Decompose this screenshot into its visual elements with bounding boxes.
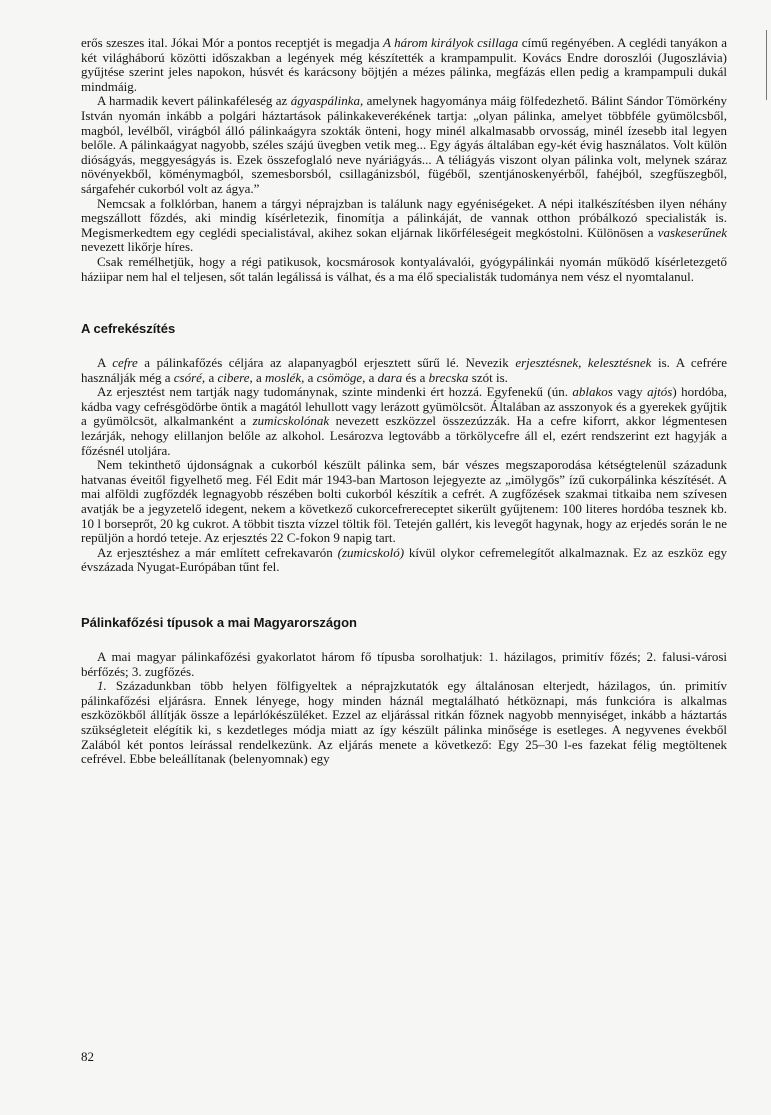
paragraph-a0: erős szeszes ital. Jókai Mór a pontos receptjét is megadja A három királyok csillaga című regényében. A ceglédi tanyákon a két világháború közötti időszakban a legények még készítették a krampampulit. Kovács Endre doroszlói (Jugoszlávia) gyűjtése szerint jeles napokon, húsvét és karácsony böjtjén a mézes pálinka, megfázás ellen pedig a krampampuli dukál mindmáig. [81,35,727,94]
paragraph-b1: Az erjesztést nem tartják nagy tudománynak, szinte mindenki ért hozzá. Egyfenekű (ún. ablakos vagy ajtós) hordóba, kádba vagy cefrésgödörbe öntik a magától lehullott vagy lerázott gyümölcsöt. Általában az asszonyok és a gyerekek gyűjtik a gyümölcsöt, alkalmanként a zumicskolónak nevezett eszközzel összezúzzák. Ha a cefre kiforrt, akkor légmentesen lezárják, nehogy elillanjon belőle az alkohol. Lesározva legtovább a törkölycefre áll el, ezért rendszerint ezt hagyják a főzésnél utoljára. [81,384,728,458]
paragraph-c0: A mai magyar pálinkafőzési gyakorlatot három fő típusba sorolhatjuk: 1. házilagos, primitív főzés; 2. falusi-városi bérfőzés; 3. zugfőzés. [81,649,727,679]
paragraph-b0: A cefre a pálinkafőzés céljára az alapanyagból erjesztett sűrű lé. Nevezik erjesztésnek, kelesztésnek is. A cefrére használják még a csóré, a cibere, a moslék, a csömöge, a dara és a brecska szót is. [81,355,727,385]
page-edge-line [766,30,767,100]
paragraph-a1: A harmadik kevert pálinkaféleség az ágyaspálinka, amelynek hagyománya máig fölfedezhető. Bálint Sándor Tömörkény István nyomán inkább a polgári háztartások pálinkakeverékének tartja: „olyan pálinka, amelyet többféle gyümölcsből, magból, levélből, virágból álló pálinkaágyra szokták önteni, hogy minél alkalmasabb orvosság, minél ízesebb ital legyen belőle. A pálinkaágyat nagyobb, széles szájú üvegben vetik meg... Egy ágyás általában egy-két évig használatos. Volt külön dióságyás, meggyeságyás is. Ezek összefoglaló neve nyáriágyás... A téliágyás viszont olyan pálinka volt, melynek száraz növényekből, köménymagból, szemesborsból, csillagánizsból, fügéből, szentjánoskenyérből, fahéjból, szegfűszegből, sárgafehér cukorból volt az ágya.” [81,93,728,196]
paragraph-a2: Nemcsak a folklórban, hanem a tárgyi néprajzban is találunk nagy egyéniségeket. A népi italkészítésben ilyen néhány megszállott főzdés, aki mindig kísérletezik, finomítja a pálinkáját, de vannak otthon próbálkozó specialisták is. Megismerkedtem egy ceglédi specialistával, akihez sokan eljárnak likőrféleségeit megkóstolni. Különösen a vaskeserűnek nevezett likőrje híres. [81,195,727,255]
paragraph-b2: Nem tekinthető újdonságnak a cukorból készült pálinka sem, bár vészes megszaporodása kétségtelenül századunk hatvanas éveitől figyelhető meg. Fél Edit már 1943-ban Martoson lejegyezte az „imölygős” ízű cukorpálinka készítését. A mai alföldi zugfőzdék legnagyobb részében bolti cukorból készítik a cefrét. A zugfőzések szakmai titkaiba nem szívesen avatják be a jegyzetelő idegent, nekem a következő cukorcefrereceptet sikerült gyűjtenem: 100 literes hordóba tesznek kb. 10 l borseprőt, 20 kg cukrot. A többit tiszta vízzel töltik föl. Tetején gallért, kis levegőt hagynak, hogy az erjedés során le ne repüljön a hordó teteje. Az erjesztés 22 C-fokon 9 napig tart. [81,457,727,546]
paragraph-b3: Az erjesztéshez a már említett cefrekavarón (zumicskoló) kívül olykor cefremelegítőt alkalmaznak. Ez az eszköz egy évszázada Nyugat-Európában tűnt fel. [81,544,728,575]
section-heading-cefrekeszites: A cefrekészítés [81,321,176,337]
paragraph-a3: Csak remélhetjük, hogy a régi patikusok, kocsmárosok kontyalávalói, gyógypálinkái nyomán működő kísérletezgető háziipar nem hal el teljesen, sőt talán legálissá is válhat, és a ma élő specialisták tudománya nem vész el nyomtalanul. [81,253,727,284]
paragraph-c1: 1. Századunkban több helyen fölfigyeltek a néprajzkutatók egy általánosan elterjedt, házilagos, ún. primitív pálinkafőzési eljárásra. Ennek lényege, hogy minden háznál megtalálható hétköznapi, más funkcióra is alkalmas eszközökből állítják össze a lepárlókészüléket. Ezzel az eljárással ritkán főznek nagyobb mennyiséget, inkább a háztartás szükségleteit elégítik ki, s kezdetleges módja miatt az így készült pálinka minősége is esetleges. A negyvenes évekből Zalából két pontos leírással rendelkezünk. Az eljárás menete a következő: Egy 25–30 l-es fazekat félig megtöltenek cefrével. Ebbe beleállítanak (belenyomnak) egy [81,678,727,767]
section-heading-palinkafozesi-tipusok: Pálinkafőzési típusok a mai Magyarországon [81,615,357,630]
text-column [81,36,727,767]
page-number: 82 [81,1049,94,1064]
